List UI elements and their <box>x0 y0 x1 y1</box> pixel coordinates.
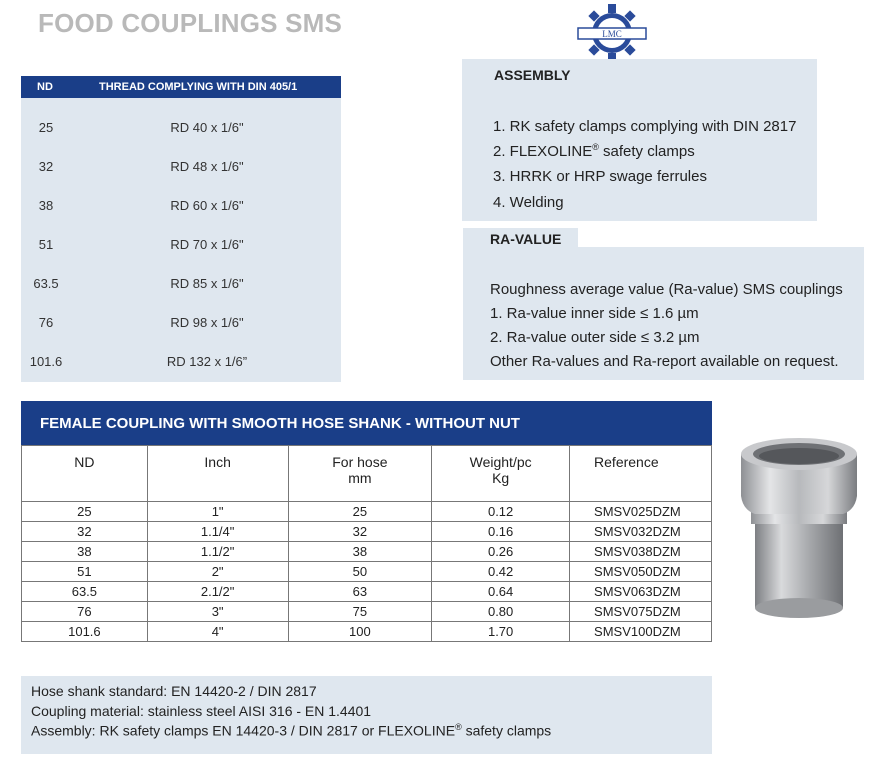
cell-inch: 3" <box>147 602 288 622</box>
cell-nd: 32 <box>22 522 148 542</box>
cell-inch: 1" <box>147 502 288 522</box>
assembly-item: 1. RK safety clamps complying with DIN 2817 <box>493 118 797 135</box>
ra-line: 2. Ra-value outer side ≤ 3.2 µm <box>490 329 700 346</box>
thread-row <box>21 120 341 140</box>
cell-inch: 1.1/4" <box>147 522 288 542</box>
cell-weight: 0.42 <box>432 562 570 582</box>
cell-reference: SMSV032DZM <box>570 522 712 542</box>
cell-nd: 63.5 <box>22 582 148 602</box>
table-header-row <box>22 446 712 502</box>
cell-hose: 100 <box>288 622 432 642</box>
cell-hose: 50 <box>288 562 432 582</box>
col-header-nd: ND <box>22 446 148 502</box>
col-header-hose: For hose mm <box>288 446 432 502</box>
cell-weight: 0.26 <box>432 542 570 562</box>
cell-nd: 101.6 <box>22 622 148 642</box>
assembly-item: 3. HRRK or HRP swage ferrules <box>493 168 707 185</box>
col-header-inch: Inch <box>147 446 288 502</box>
thread-value: RD 40 x 1/6" <box>170 120 244 135</box>
ra-line: Roughness average value (Ra-value) SMS couplings <box>490 281 843 298</box>
thread-nd: 38 <box>38 198 54 213</box>
assembly-item: 2. FLEXOLINE® safety clamps <box>493 142 695 160</box>
col-header-weight: Weight/pc Kg <box>432 446 570 502</box>
thread-table-header <box>21 76 341 98</box>
note-line: Assembly: RK safety clamps EN 14420-3 / DIN 2817 or FLEXOLINE® safety clamps <box>31 722 552 739</box>
cell-reference: SMSV075DZM <box>570 602 712 622</box>
thread-row <box>21 276 341 296</box>
ra-line: Other Ra-values and Ra-report available on request. <box>490 353 839 370</box>
cell-reference: SMSV050DZM <box>570 562 712 582</box>
female-coupling-header <box>21 401 712 445</box>
thread-row <box>21 315 341 335</box>
thread-value: RD 132 x 1/6” <box>166 354 248 369</box>
table-row <box>22 502 712 522</box>
thread-row <box>21 237 341 257</box>
cell-hose: 32 <box>288 522 432 542</box>
thread-nd: 76 <box>38 315 54 330</box>
thread-header-thread: THREAD COMPLYING WITH DIN 405/1 <box>99 81 298 93</box>
coupling-product-image <box>733 432 863 622</box>
thread-row <box>21 159 341 179</box>
cell-inch: 4" <box>147 622 288 642</box>
table-row <box>22 622 712 642</box>
thread-value: RD 48 x 1/6" <box>170 159 244 174</box>
table-row <box>22 522 712 542</box>
thread-nd: 32 <box>38 159 54 174</box>
col-header-reference: Reference <box>570 446 712 502</box>
thread-value: RD 85 x 1/6" <box>170 276 244 291</box>
svg-text:LMC: LMC <box>602 29 622 39</box>
thread-value: RD 98 x 1/6" <box>170 315 244 330</box>
thread-nd: 25 <box>38 120 54 135</box>
cell-nd: 38 <box>22 542 148 562</box>
assembly-item: 4. Welding <box>493 194 564 211</box>
cell-nd: 51 <box>22 562 148 582</box>
cell-reference: SMSV025DZM <box>570 502 712 522</box>
table-row <box>22 542 712 562</box>
thread-nd: 101.6 <box>29 354 63 369</box>
cell-reference: SMSV100DZM <box>570 622 712 642</box>
page-title: FOOD COUPLINGS SMS <box>38 8 343 38</box>
thread-header-nd: ND <box>37 81 53 93</box>
cell-nd: 25 <box>22 502 148 522</box>
cell-weight: 0.16 <box>432 522 570 542</box>
cell-inch: 1.1/2" <box>147 542 288 562</box>
lmc-logo <box>574 4 650 62</box>
cell-reference: SMSV038DZM <box>570 542 712 562</box>
cell-inch: 2" <box>147 562 288 582</box>
cell-hose: 75 <box>288 602 432 622</box>
ra-line: 1. Ra-value inner side ≤ 1.6 µm <box>490 305 699 322</box>
assembly-title: ASSEMBLY <box>494 67 571 83</box>
note-line: Coupling material: stainless steel AISI 316 - EN 1.4401 <box>31 703 372 719</box>
note-line: Hose shank standard: EN 14420-2 / DIN 2817 <box>31 683 317 699</box>
table-row <box>22 602 712 622</box>
thread-row <box>21 198 341 218</box>
table-row <box>22 582 712 602</box>
cell-weight: 0.12 <box>432 502 570 522</box>
cell-weight: 0.80 <box>432 602 570 622</box>
thread-value: RD 70 x 1/6" <box>170 237 244 252</box>
cell-hose: 25 <box>288 502 432 522</box>
cell-inch: 2.1/2" <box>147 582 288 602</box>
cell-hose: 38 <box>288 542 432 562</box>
table-row <box>22 562 712 582</box>
female-coupling-table <box>21 445 712 642</box>
cell-reference: SMSV063DZM <box>570 582 712 602</box>
ra-value-title: RA-VALUE <box>490 231 562 247</box>
thread-nd: 63.5 <box>33 276 59 291</box>
cell-nd: 76 <box>22 602 148 622</box>
cell-weight: 0.64 <box>432 582 570 602</box>
thread-nd: 51 <box>38 237 54 252</box>
thread-row <box>21 354 341 374</box>
cell-hose: 63 <box>288 582 432 602</box>
female-coupling-title: FEMALE COUPLING WITH SMOOTH HOSE SHANK - WITHOUT NUT <box>40 415 520 432</box>
cell-weight: 1.70 <box>432 622 570 642</box>
thread-value: RD 60 x 1/6" <box>170 198 244 213</box>
